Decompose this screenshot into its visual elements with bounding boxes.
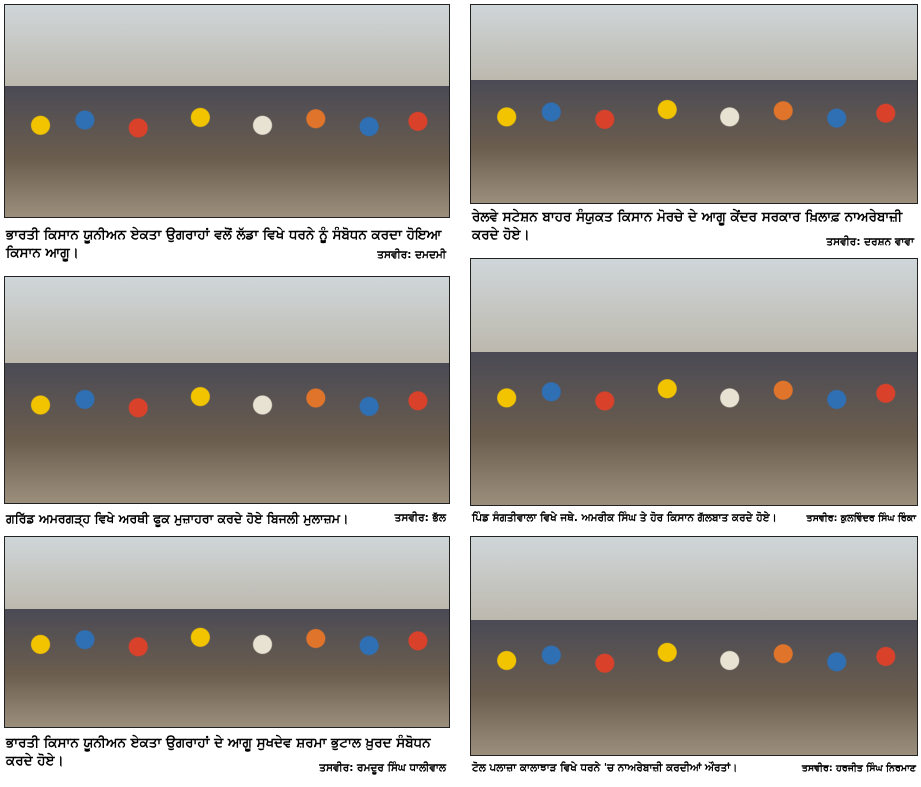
photo-credit-1: ਤਸਵੀਰ: ਦਮਦਮੀ: [377, 249, 446, 261]
protest-photo-2: [470, 4, 918, 204]
photo-caption-1: ਭਾਰਤੀ ਕਿਸਾਨ ਯੂਨੀਅਨ ਏਕਤਾ ਉਗਰਾਹਾਂ ਵਲੋਂ ਲੱਡਾ ਵਿਖੇ ਧਰਨੇ ਨੂੰ ਸੰਬੋਧਨ ਕਰਦਾ ਹੋਇਆ ਕਿਸਾਨ ਆਗੂ।: [6, 227, 442, 261]
photo-credit-3: ਤਸਵੀਰ: ਭੱਲ: [394, 512, 446, 524]
photo-caption-2: ਰੇਲਵੇ ਸਟੇਸ਼ਨ ਬਾਹਰ ਸੰਯੁਕਤ ਕਿਸਾਨ ਮੋਰਚੇ ਦੇ ਆਗੂ ਕੇਂਦਰ ਸਰਕਾਰ ਖ਼ਿਲਾਫ਼ ਨਾਅਰੇਬਾਜ਼ੀ ਕਰਦੇ ਹੋਏ।: [472, 209, 903, 243]
protest-photo-5: [4, 536, 450, 728]
crowd-image-3: [5, 363, 449, 503]
photo-credit-5: ਤਸਵੀਰ: ਰਮਦੂਰ ਸਿੰਘ ਧਾਲੀਵਾਲ: [319, 762, 446, 774]
photo-caption-4: ਪਿੰਡ ਸੰਗਤੀਵਾਲਾ ਵਿਖੇ ਜਥੇ. ਅਮਰੀਕ ਸਿੰਘ ਤੇ ਹੋਰ ਕਿਸਾਨ ਗੱਲਬਾਤ ਕਰਦੇ ਹੋਏ।: [472, 512, 777, 524]
photo-caption-3: ਗਰਿੱਡ ਅਮਰਗੜ੍ਹ ਵਿਖੇ ਅਰਥੀ ਫੂਕ ਮੁਜ਼ਾਹਰਾ ਕਰਦੇ ਹੋਏ ਬਿਜਲੀ ਮੁਲਾਜ਼ਮ।: [6, 511, 349, 526]
protest-photo-6: [470, 536, 918, 756]
crowd-image-2: [471, 80, 917, 203]
crowd-image-5: [5, 609, 449, 727]
photo-credit-2: ਤਸਵੀਰ: ਦਰਸ਼ਨ ਵਾਵਾ: [826, 236, 914, 248]
crowd-image-4: [471, 352, 917, 505]
photo-caption-5: ਭਾਰਤੀ ਕਿਸਾਨ ਯੂਨੀਅਨ ਏਕਤਾ ਉਗਰਾਹਾਂ ਦੇ ਆਗੂ ਸੁਖਦੇਵ ਸ਼ਰਮਾ ਭੁਟਾਲ ਖ਼ੁਰਦ ਸੰਬੋਧਨ ਕਰਦੇ ਹੋਏ।: [6, 735, 431, 769]
protest-photo-3: [4, 276, 450, 504]
photo-credit-6: ਤਸਵੀਰ: ਹਰਜੀਤ ਸਿੰਘ ਨਿਰਮਾਣ: [801, 763, 916, 774]
crowd-image-6: [471, 620, 917, 755]
protest-photo-1: [4, 4, 450, 218]
crowd-image-1: [5, 86, 449, 217]
photo-caption-6: ਟੋਲ ਪਲਾਜ਼ਾ ਕਾਲਾਝਾੜ ਵਿਖੇ ਧਰਨੇ 'ਚ ਨਾਅਰੇਬਾਜ਼ੀ ਕਰਦੀਆਂ ਔਰਤਾਂ।: [472, 762, 738, 774]
protest-photo-4: [470, 258, 918, 506]
photo-credit-4: ਤਸਵੀਰ: ਕੁਲਵਿੰਦਰ ਸਿੰਘ ਰਿੰਕਾ: [806, 513, 916, 524]
